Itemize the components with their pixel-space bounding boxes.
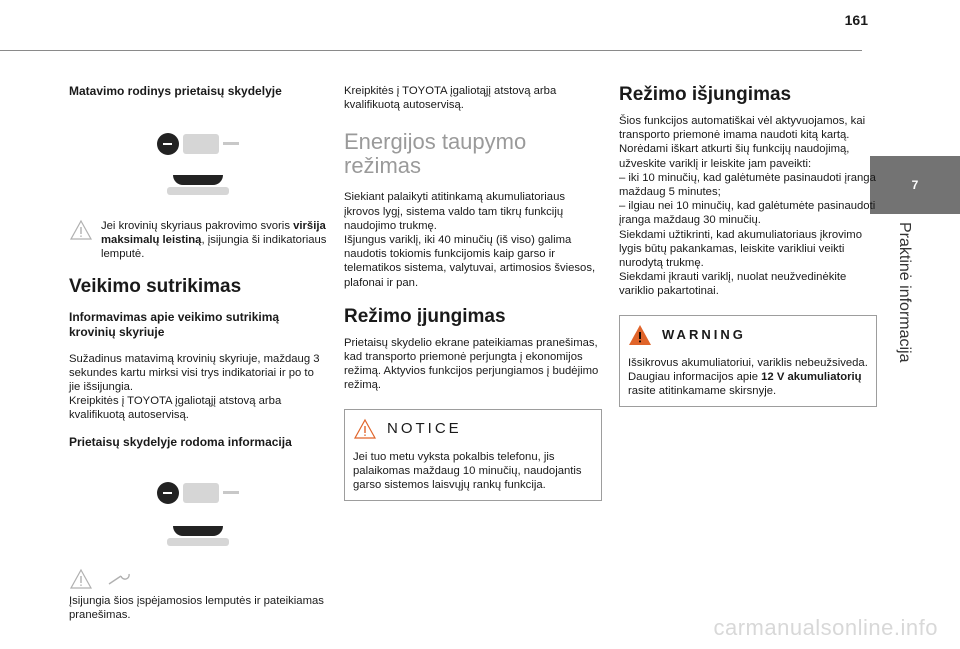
chapter-title: Praktinė informacija bbox=[896, 222, 913, 363]
paragraph-mode-off-3: Siekdami užtikrinti, kad akumuliatoriaus įkrovimo lygis būtų pakankamas, leiskite varikliui veikti nurodytą trukmę. bbox=[619, 228, 862, 270]
paragraph-contact-dealer-2: Kreipkitės į TOYOTA įgaliotąjį atstovą arba kvalifikuotą autoservisą. bbox=[344, 85, 557, 112]
paragraph-malfunction: Sužadinus matavimą krovinių skyriuje, maždaug 3 sekundes kartu mirksi visi trys indikatoriai ir po to jie išsijungia. bbox=[69, 352, 320, 394]
warning-triangle-icon bbox=[628, 324, 652, 346]
watermark: carmanualsonline.info bbox=[713, 615, 938, 640]
warning-triangle-icon bbox=[69, 568, 93, 590]
list-item-over-10min: – ilgiau nei 10 minučių, kad galėtumėte pasinaudoti įranga maždaug 30 minučių. bbox=[619, 200, 876, 227]
paragraph-mode-on: Prietaisų skydelio ekrane pateikiamas pranešimas, kad transporto priemonė perjungta į ekonomijos režimą. Aktyvios funkcijos perjungiamos į budėjimo režimą. bbox=[344, 336, 599, 392]
indicator-icon-row-2 bbox=[69, 476, 327, 510]
column-1 bbox=[69, 84, 327, 622]
note-overload: Jei krovinių skyriaus pakrovimo svoris viršija maksimalų leistiną, įsijungia ši indikatoriaus lemputė. bbox=[69, 219, 327, 262]
cargo-bar-icon bbox=[159, 175, 237, 197]
notice-box bbox=[344, 409, 602, 502]
paragraph-contact-dealer: Kreipkitės į TOYOTA įgaliotąjį atstovą arba kvalifikuotą autoservisą. bbox=[69, 395, 282, 422]
dashboard-indicator-icon bbox=[157, 132, 239, 156]
list-item-10min: – iki 10 minučių, kad galėtumėte pasinaudoti įranga maždaug 5 minutes; bbox=[619, 171, 876, 199]
heading-malfunction-info: Informavimas apie veikimo sutrikimą krovinių skyriuje bbox=[69, 309, 280, 339]
wrench-icon bbox=[107, 572, 133, 586]
warning-text-1: Išsikrovus akumuliatoriui, variklis nebeužsiveda. bbox=[628, 356, 868, 369]
cargo-bar-icon-row bbox=[69, 169, 327, 203]
paragraph-energy-2: Išjungus variklį, iki 40 minučių (iš viso) galima naudotis tokiomis funkcijomis kaip garso ir telematikos sistema, valytuvai, artimosios šviesos, plafonai ir pan. bbox=[344, 234, 596, 289]
load-indicator-icon-row bbox=[69, 127, 327, 161]
cargo-bar-icon-row-2 bbox=[69, 520, 327, 554]
warning-box bbox=[619, 315, 877, 408]
chapter-number: 7 bbox=[911, 178, 919, 192]
heading-measurement-display: Matavimo rodinys prietaisų skydelyje bbox=[69, 84, 282, 98]
section-title-mode-off: Režimo išjungimas bbox=[619, 84, 792, 105]
warning-text-2: Daugiau informacijos apie 12 V akumuliatorių rasite atitinkamame skirsnyje. bbox=[628, 370, 862, 398]
notice-triangle-icon bbox=[353, 418, 377, 440]
heading-dashboard-info: Prietaisų skydelyje rodoma informacija bbox=[69, 434, 292, 449]
dashboard-indicator-icon bbox=[157, 481, 239, 505]
section-title-malfunction: Veikimo sutrikimas bbox=[69, 275, 242, 297]
paragraph-mode-off-2: Norėdami iškart atkurti šių funkcijų naudojimą, užveskite variklį ir leiskite jam paveikti: bbox=[619, 143, 850, 170]
section-title-energy-saving: Energijos taupymo režimas bbox=[344, 129, 527, 179]
column-3 bbox=[619, 84, 877, 407]
paragraph-mode-off-1: Šios funkcijos automatiškai vėl aktyvuojamos, kai transporto priemonė imama naudoti kitą kartą. bbox=[619, 115, 866, 142]
section-title-mode-on: Režimo įjungimas bbox=[344, 305, 506, 327]
warning-triangle-icon bbox=[69, 219, 93, 241]
chapter-tab[interactable] bbox=[870, 156, 960, 214]
warning-label: WARNING bbox=[662, 327, 746, 343]
cargo-bar-icon bbox=[159, 526, 237, 548]
paragraph-mode-off-4: Siekdami įkrauti variklį, nuolat neužvedinėkite variklio pakartotinai. bbox=[619, 271, 847, 298]
page-number: 161 bbox=[844, 12, 868, 28]
notice-text: Jei tuo metu vyksta pokalbis telefonu, jis palaikomas maždaug 10 minučių, naudojantis garso sistemos laisvųjų rankų funkcija. bbox=[353, 450, 582, 492]
column-2 bbox=[344, 84, 602, 501]
header-divider bbox=[0, 50, 862, 51]
paragraph-energy-1: Siekiant palaikyti atitinkamą akumuliatoriaus įkrovos lygį, sistema valdo tam tikrų funkcijų naudojimo trukmę. bbox=[344, 191, 566, 232]
notice-label: NOTICE bbox=[387, 420, 462, 438]
paragraph-warning-lights: Įsijungia šios įspėjamosios lemputės ir pateikiamas pranešimas. bbox=[69, 594, 324, 621]
